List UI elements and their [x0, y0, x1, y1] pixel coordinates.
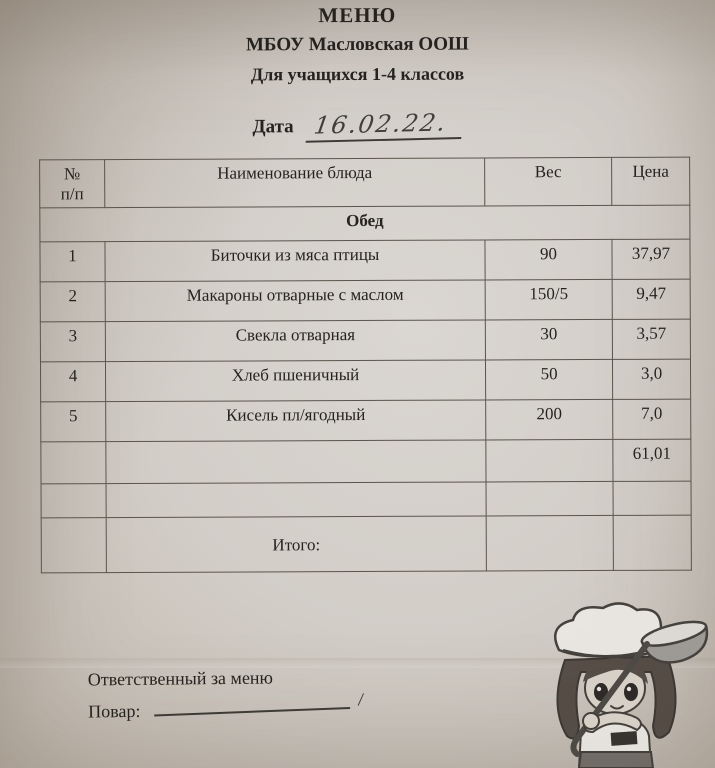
signature-slash: /	[357, 689, 365, 711]
apron-pocket	[611, 731, 638, 746]
cell-num-empty	[41, 517, 106, 572]
cell-price: 3,57	[612, 319, 690, 359]
cell-price: 37,97	[612, 239, 690, 279]
cell-dish-name: Макароны отварные с маслом	[105, 280, 485, 322]
right-eye	[624, 683, 638, 701]
cell-num: 2	[40, 281, 105, 321]
table-row	[40, 279, 690, 322]
cell-weight: 90	[485, 239, 612, 280]
cell-total-label: Итого:	[106, 516, 486, 573]
cell-dish-name: Свекла отварная	[105, 320, 485, 362]
date-handwritten-value: 16.02.22.	[306, 108, 466, 143]
col-header-price: Цена	[612, 157, 690, 205]
cell-dish-name: Хлеб пшеничный	[105, 360, 485, 402]
pants	[579, 752, 653, 768]
date-label: Дата	[252, 116, 294, 138]
section-row	[40, 205, 690, 242]
section-label: Обед	[40, 205, 690, 242]
school-name: МБОУ Масловская ООШ	[245, 33, 469, 56]
cell-num: 5	[41, 401, 106, 441]
cell-weight-empty	[486, 515, 613, 571]
cell-price-empty	[613, 481, 691, 515]
table-row	[40, 359, 690, 402]
cell-num-empty	[41, 483, 106, 517]
cell-price-empty	[613, 515, 691, 570]
cell-weight: 50	[485, 359, 612, 400]
cell-price: 7,0	[613, 399, 691, 439]
cook-signature-line	[88, 689, 365, 724]
menu-table	[39, 157, 692, 574]
table-row	[41, 399, 691, 442]
cell-price: 9,47	[612, 279, 690, 319]
document-footer	[88, 667, 364, 724]
col-header-num	[40, 160, 105, 208]
cell-weight: 150/5	[485, 279, 612, 320]
cell-sum-price: 61,01	[613, 439, 691, 481]
table-row	[40, 239, 690, 282]
empty-row	[41, 481, 691, 518]
cook-girl-with-ladle-illustration	[523, 600, 713, 768]
audience-line: Для учащихся 1-4 классов	[250, 63, 465, 85]
col-header-name: Наименование блюда	[105, 158, 485, 207]
cell-num-empty	[41, 441, 106, 483]
cell-num: 1	[40, 241, 105, 281]
col-header-num-line2: п/п	[60, 184, 84, 204]
cook-label: Повар:	[88, 700, 141, 722]
table-header-row	[40, 157, 690, 208]
cell-num: 4	[40, 361, 105, 401]
cell-weight-empty	[486, 481, 613, 516]
cell-dish-name-empty	[106, 440, 486, 484]
cell-price: 3,0	[612, 359, 690, 399]
cell-weight: 30	[485, 319, 612, 360]
cell-dish-name-empty	[106, 482, 486, 518]
cell-weight: 200	[486, 399, 613, 440]
table-row	[40, 319, 690, 362]
total-row	[41, 515, 691, 573]
col-header-num-line1: №	[63, 164, 81, 184]
cell-dish-name: Кисель пл/ягодный	[106, 400, 486, 442]
hand-fist	[583, 713, 599, 729]
responsible-line: Ответственный за меню	[87, 667, 274, 690]
cell-num: 3	[40, 321, 105, 361]
document-header	[0, 0, 715, 142]
left-eye-glint	[597, 687, 601, 691]
cell-dish-name: Биточки из мяса птицы	[105, 240, 485, 282]
cell-weight-empty	[486, 439, 613, 482]
right-eye-glint	[627, 687, 631, 691]
signature-blank-line	[154, 707, 350, 717]
doc-title: МЕНЮ	[318, 2, 397, 28]
col-header-weight: Вес	[485, 157, 612, 205]
sum-row	[41, 439, 691, 484]
date-line	[0, 109, 715, 142]
